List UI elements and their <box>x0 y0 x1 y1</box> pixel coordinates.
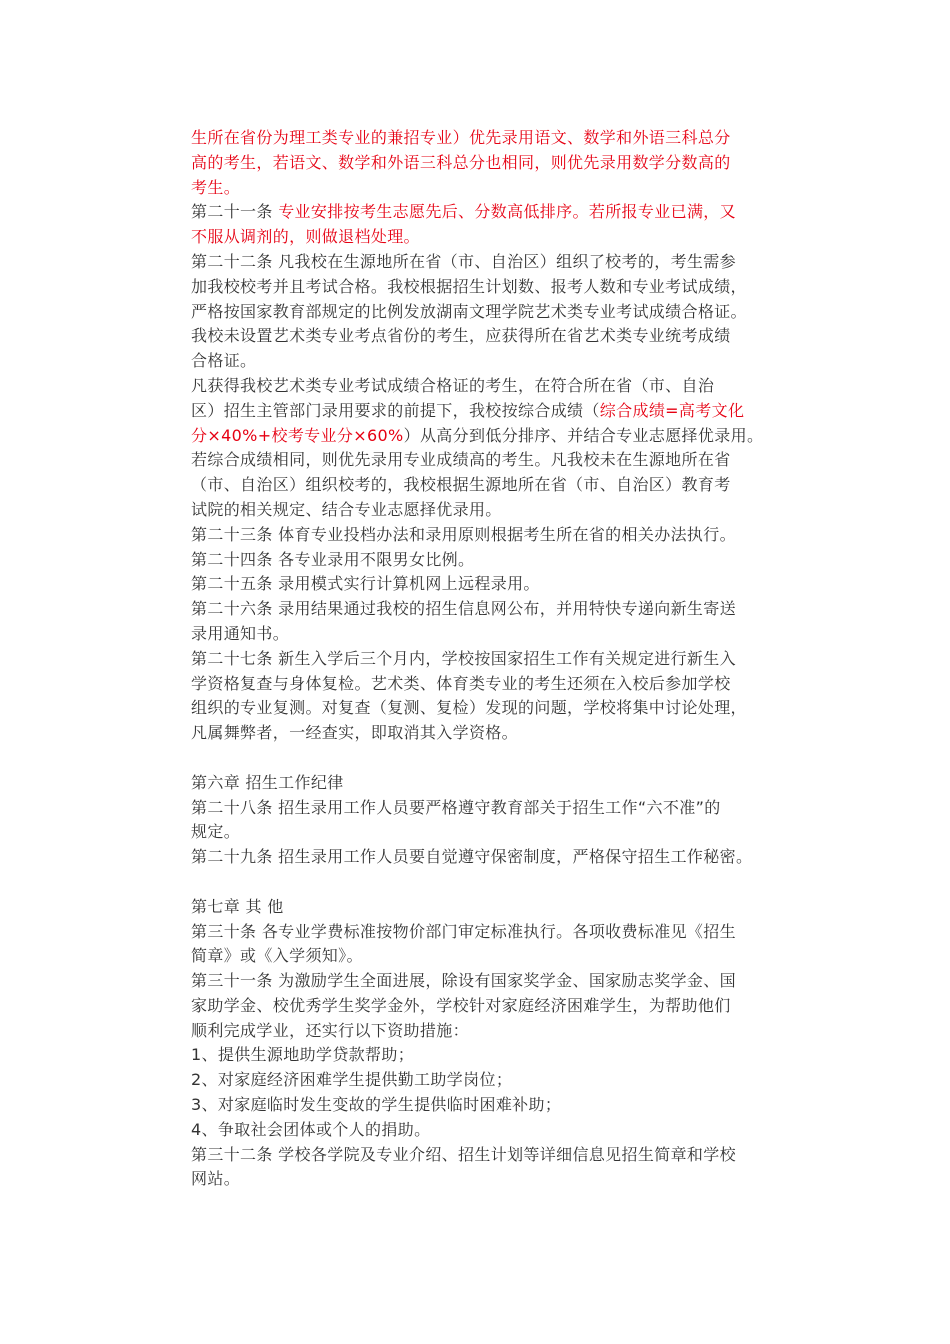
article-25: 第二十五条 录用模式实行计算机网上远程录用。 <box>191 574 540 594</box>
paragraph-line: 考生。 <box>191 177 241 197</box>
list-item: 1、提供生源地助学贷款帮助； <box>191 1045 415 1065</box>
paragraph-line: 我校未设置艺术类专业考点省份的考生，应获得所在省艺术类专业统考成绩 <box>191 326 731 346</box>
article-24: 第二十四条 各专业录用不限男女比例。 <box>191 549 475 569</box>
paragraph-line: （市、自治区）组织校考的，我校根据生源地所在省（市、自治区）教育考 <box>191 475 731 495</box>
line-text: 区）招生主管部门录用要求的前提下，我校按综合成绩（ <box>191 400 600 420</box>
paragraph-line: 规定。 <box>191 822 241 842</box>
article-22: 第二十二条 凡我校在生源地所在省（市、自治区）组织了校考的，考生需参 <box>191 251 736 271</box>
paragraph-line: 高的考生，若语文、数学和外语三科总分也相同，则优先录用数学分数高的 <box>191 152 731 172</box>
list-item: 3、对家庭临时发生变故的学生提供临时困难补助； <box>191 1095 562 1115</box>
paragraph-line: 生所在省份为理工类专业的兼招专业）优先录用语文、数学和外语三科总分 <box>191 128 731 147</box>
list-item: 4、争取社会团体或个人的捐助。 <box>191 1119 431 1139</box>
paragraph-line: 若综合成绩相同，则优先录用专业成绩高的考生。凡我校未在生源地所在省 <box>191 450 731 470</box>
article-28: 第二十八条 招生录用工作人员要严格遵守教育部关于招生工作“六不准”的 <box>191 797 721 817</box>
chapter-6-heading: 第六章 招生工作纪律 <box>191 772 344 792</box>
paragraph-line <box>191 424 763 449</box>
paragraph-line: 严格按国家教育部规定的比例发放湖南文理学院艺术类专业考试成绩合格证。 <box>191 301 747 321</box>
paragraph-line: 录用通知书。 <box>191 623 290 643</box>
line-text: ）从高分到低分排序、并结合专业志愿择优录用。 <box>403 425 764 445</box>
paragraph-line: 家助学金、校优秀学生奖学金外，学校针对家庭经济困难学生，为帮助他们 <box>191 995 731 1015</box>
article-27: 第二十七条 新生入学后三个月内，学校按国家招生工作有关规定进行新生入 <box>191 648 736 668</box>
paragraph-line: 顺利完成学业，还实行以下资助措施： <box>191 1020 469 1040</box>
paragraph-line: 学资格复查与身体复检。艺术类、体育类专业的考生还须在入校后参加学校 <box>191 673 731 693</box>
article-32: 第三十二条 学校各学院及专业介绍、招生计划等详细信息见招生简章和学校 <box>191 1144 736 1164</box>
chapter-7-heading: 第七章 其 他 <box>191 896 284 916</box>
paragraph-line: 合格证。 <box>191 351 257 371</box>
paragraph-line <box>191 399 763 424</box>
paragraph-line: 组织的专业复测。对复查（复测、复检）发现的问题，学校将集中讨论处理， <box>191 698 747 718</box>
article-21-number: 第二十一条 <box>191 202 279 222</box>
blank-line <box>191 870 763 895</box>
article-21 <box>191 200 763 225</box>
blank-line <box>191 746 763 771</box>
article-29: 第二十九条 招生录用工作人员要自觉遵守保密制度，严格保守招生工作秘密。 <box>191 847 753 867</box>
score-formula-part-2: 分×40%+校考专业分×60% <box>191 425 404 445</box>
paragraph-line: 简章》或《入学须知》。 <box>191 946 363 966</box>
list-item: 2、对家庭经济困难学生提供勤工助学岗位； <box>191 1070 513 1090</box>
document-body <box>191 126 763 1192</box>
paragraph-line: 凡属舞弊者，一经查实，即取消其入学资格。 <box>191 723 519 743</box>
article-23: 第二十三条 体育专业投档办法和录用原则根据考生所在省的相关办法执行。 <box>191 524 736 544</box>
score-formula-part-1: 综合成绩=高考文化 <box>599 400 745 420</box>
article-21-highlight: 专业安排按考生志愿先后、分数高低排序。若所报专业已满，又 <box>278 202 736 222</box>
paragraph-line: 试院的相关规定、结合专业志愿择优录用。 <box>191 499 502 519</box>
paragraph-line: 加我校校考并且考试合格。我校根据招生计划数、报考人数和专业考试成绩， <box>191 276 747 296</box>
article-31: 第三十一条 为激励学生全面进展，除设有国家奖学金、国家励志奖学金、国 <box>191 971 736 991</box>
paragraph-line: 网站。 <box>191 1169 241 1189</box>
paragraph-line: 凡获得我校艺术类专业考试成绩合格证的考生，在符合所在省（市、自治 <box>191 375 715 395</box>
article-30: 第三十条 各专业学费标准按物价部门审定标准执行。各项收费标准见《招生 <box>191 921 736 941</box>
article-26: 第二十六条 录用结果通过我校的招生信息网公布，并用特快专递向新生寄送 <box>191 599 736 619</box>
paragraph-line: 不服从调剂的，则做退档处理。 <box>191 227 420 247</box>
